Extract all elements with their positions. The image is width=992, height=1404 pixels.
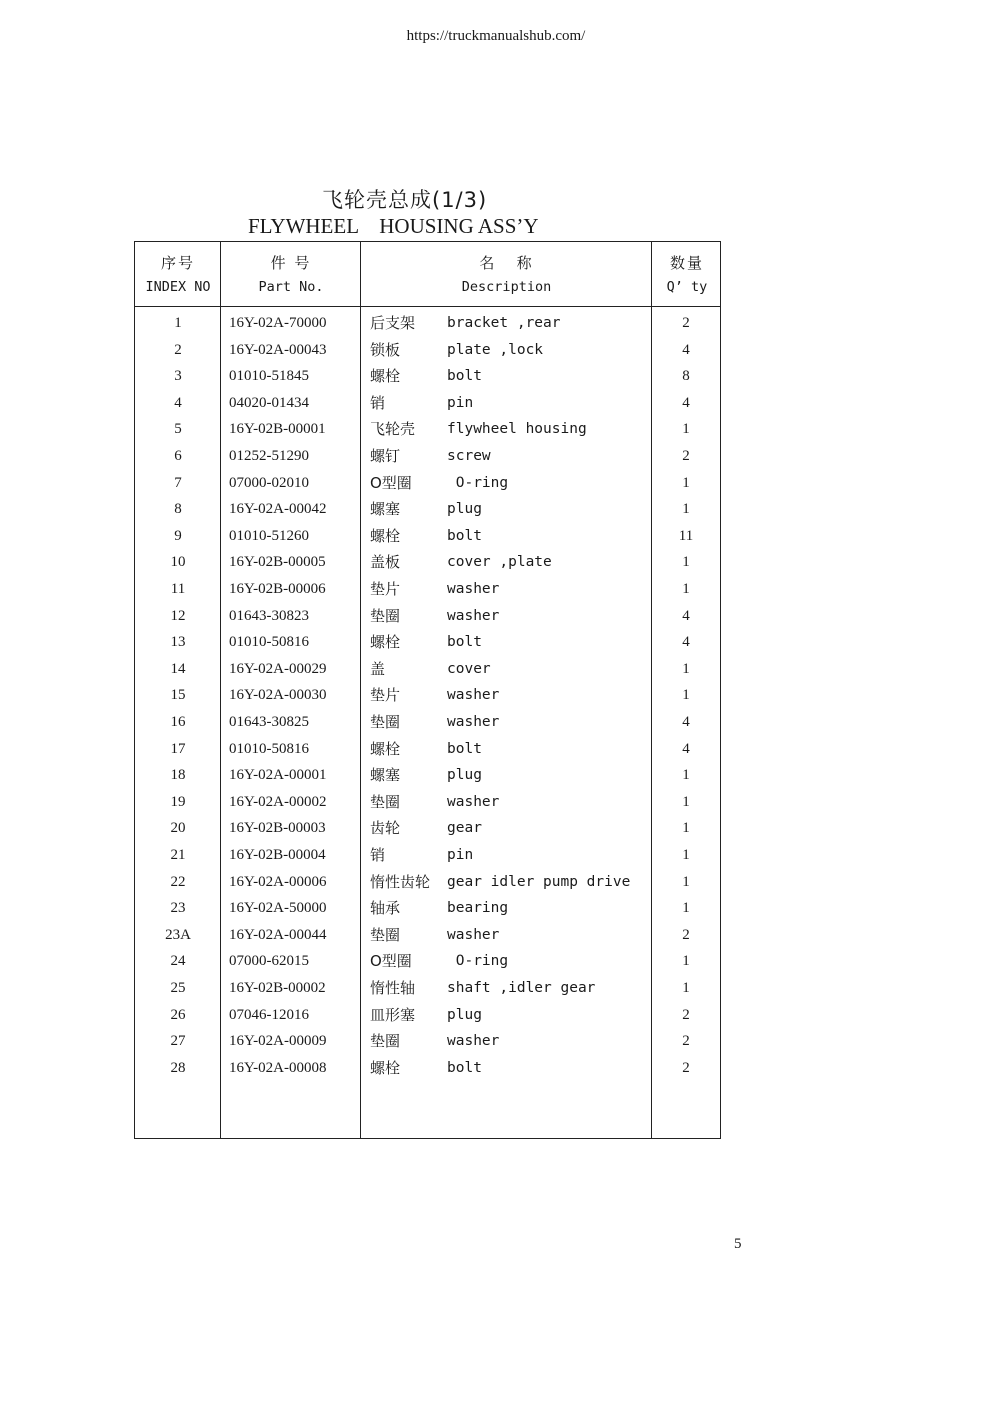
part-number-cell: 16Y-02B-00002 xyxy=(229,980,326,996)
description-cell: washer xyxy=(447,1033,500,1050)
description-cell: bolt xyxy=(447,634,482,651)
title-chinese: 飞轮壳总成(1/3) xyxy=(322,188,488,212)
part-number-cell: 16Y-02A-00009 xyxy=(229,1033,327,1050)
header-name-en: Description xyxy=(461,279,552,295)
description-cell: bolt xyxy=(447,527,482,544)
description-cell: bolt xyxy=(447,368,482,385)
index-cell: 19 xyxy=(170,793,186,810)
table-row xyxy=(135,1028,720,1055)
chinese-name-cell: 锁板 xyxy=(370,340,401,359)
part-number-cell: 16Y-02A-00042 xyxy=(229,501,327,518)
description-cell: gear xyxy=(447,820,482,837)
table-row xyxy=(135,709,720,736)
chinese-name-cell: 螺钉 xyxy=(370,447,401,465)
chinese-name-cell: 惰性齿轮 xyxy=(370,872,431,891)
chinese-name-cell: 皿形塞 xyxy=(370,1005,416,1024)
table-row xyxy=(135,656,720,683)
description-cell: washer xyxy=(447,581,500,597)
description-cell: plate ,lock xyxy=(447,341,544,358)
table-row xyxy=(135,789,720,816)
header-qty-cn: 数量 xyxy=(669,254,704,272)
index-cell: 28 xyxy=(170,1059,186,1076)
table-row xyxy=(135,416,720,443)
quantity-cell: 11 xyxy=(678,527,694,544)
chinese-name-cell: 轴承 xyxy=(370,899,401,918)
description-cell: gear idler pump drive xyxy=(447,873,631,890)
index-cell: 15 xyxy=(170,687,186,704)
index-cell: 20 xyxy=(170,820,186,837)
quantity-cell: 4 xyxy=(682,607,690,624)
chinese-name-cell: 垫片 xyxy=(370,580,401,598)
chinese-name-cell: 垫圈 xyxy=(370,925,401,944)
chinese-name-cell: 垫圈 xyxy=(370,1032,401,1051)
quantity-cell: 2 xyxy=(682,1033,690,1050)
part-number-cell: 16Y-02A-50000 xyxy=(229,900,327,917)
table-row xyxy=(135,1055,720,1082)
quantity-cell: 1 xyxy=(682,980,690,996)
part-number-cell: 16Y-02A-00044 xyxy=(229,926,327,943)
quantity-cell: 2 xyxy=(682,1006,690,1023)
header-qty xyxy=(652,251,722,299)
part-number-cell: 01010-50816 xyxy=(229,740,309,757)
table-row xyxy=(135,682,720,709)
quantity-cell: 8 xyxy=(682,368,690,385)
index-cell: 23A xyxy=(165,926,191,943)
part-number-cell: 07000-62015 xyxy=(229,953,309,970)
quantity-cell: 1 xyxy=(682,900,690,917)
quantity-cell: 4 xyxy=(682,394,690,411)
index-cell: 6 xyxy=(174,448,182,464)
table-row xyxy=(135,337,720,364)
quantity-cell: 1 xyxy=(682,793,690,810)
quantity-cell: 1 xyxy=(682,847,690,863)
part-number-cell: 01010-51845 xyxy=(229,368,309,385)
quantity-cell: 1 xyxy=(682,873,690,890)
description-cell: O-ring xyxy=(447,474,509,491)
table-row xyxy=(135,629,720,656)
part-number-cell: 16Y-02A-00002 xyxy=(229,793,327,810)
chinese-name-cell: 垫片 xyxy=(370,686,401,705)
quantity-cell: 1 xyxy=(682,953,690,970)
index-cell: 26 xyxy=(170,1006,186,1023)
title-english: FLYWHEEL HOUSING ASS’Y xyxy=(248,214,539,238)
quantity-cell: 2 xyxy=(682,926,690,943)
part-number-cell: 04020-01434 xyxy=(229,394,309,411)
description-cell: bolt xyxy=(447,740,482,757)
description-cell: shaft ,idler gear xyxy=(447,980,596,996)
chinese-name-cell: 螺栓 xyxy=(370,633,401,652)
chinese-name-cell: 后支架 xyxy=(370,314,416,332)
chinese-name-cell: 盖板 xyxy=(370,553,401,572)
description-cell: cover xyxy=(447,660,491,677)
table-row xyxy=(135,443,720,470)
index-cell: 3 xyxy=(174,368,182,385)
chinese-name-cell: O型圈 xyxy=(370,473,412,492)
index-cell: 5 xyxy=(174,421,182,438)
index-cell: 18 xyxy=(170,767,186,784)
part-number-cell: 16Y-02A-00008 xyxy=(229,1059,327,1076)
chinese-name-cell: 螺栓 xyxy=(370,1058,401,1077)
description-cell: pin xyxy=(447,394,474,411)
index-cell: 27 xyxy=(170,1033,186,1050)
index-cell: 16 xyxy=(170,714,186,730)
part-number-cell: 01010-50816 xyxy=(229,634,309,651)
chinese-name-cell: O型圈 xyxy=(370,952,412,971)
table-row xyxy=(135,549,720,576)
description-cell: bearing xyxy=(447,900,509,917)
description-cell: plug xyxy=(447,501,482,518)
part-number-cell: 16Y-02A-00029 xyxy=(229,660,327,677)
table-row xyxy=(135,975,720,1002)
quantity-cell: 1 xyxy=(682,421,690,438)
description-cell: pin xyxy=(447,847,474,863)
quantity-cell: 4 xyxy=(682,740,690,757)
header-description xyxy=(361,251,652,299)
part-number-cell: 01643-30823 xyxy=(229,607,309,624)
table-row xyxy=(135,922,720,949)
index-cell: 8 xyxy=(174,501,182,518)
index-cell: 7 xyxy=(174,474,182,491)
table-row xyxy=(135,523,720,550)
quantity-cell: 4 xyxy=(682,714,690,730)
index-cell: 12 xyxy=(170,607,186,624)
part-number-cell: 16Y-02A-70000 xyxy=(229,315,327,331)
description-cell: plug xyxy=(447,767,482,784)
chinese-name-cell: 销 xyxy=(370,393,386,412)
chinese-name-cell: 螺塞 xyxy=(370,766,401,785)
quantity-cell: 4 xyxy=(682,634,690,651)
quantity-cell: 1 xyxy=(682,554,690,571)
description-cell: washer xyxy=(447,793,500,810)
description-cell: cover ,plate xyxy=(447,554,552,571)
description-cell: bolt xyxy=(447,1059,482,1076)
chinese-name-cell: 垫圈 xyxy=(370,713,401,731)
page-number: 5 xyxy=(734,1236,742,1252)
chinese-name-cell: 螺塞 xyxy=(370,500,401,519)
part-number-cell: 16Y-02B-00006 xyxy=(229,581,326,597)
index-cell: 22 xyxy=(170,873,186,890)
chinese-name-cell: 螺栓 xyxy=(370,739,401,758)
parts-table xyxy=(134,241,721,1139)
quantity-cell: 1 xyxy=(682,767,690,784)
table-row xyxy=(135,470,720,497)
header-part-cn: 件 号 xyxy=(270,254,312,272)
table-row xyxy=(135,310,720,337)
chinese-name-cell: 螺栓 xyxy=(370,526,401,545)
table-row xyxy=(135,815,720,842)
index-cell: 13 xyxy=(170,634,186,651)
chinese-name-cell: 垫圈 xyxy=(370,792,401,811)
index-cell: 14 xyxy=(170,660,186,677)
part-number-cell: 16Y-02B-00003 xyxy=(229,820,326,837)
header-index-cn: 序号 xyxy=(160,254,195,272)
table-row xyxy=(135,736,720,763)
description-cell: flywheel housing xyxy=(447,421,587,438)
description-cell: washer xyxy=(447,607,500,624)
quantity-cell: 1 xyxy=(682,581,690,597)
index-cell: 25 xyxy=(170,980,186,996)
index-cell: 21 xyxy=(170,847,186,863)
part-number-cell: 01643-30825 xyxy=(229,714,309,730)
quantity-cell: 1 xyxy=(682,474,690,491)
index-cell: 4 xyxy=(174,394,182,411)
header-index xyxy=(135,251,221,299)
part-number-cell: 16Y-02A-00006 xyxy=(229,873,327,890)
index-cell: 11 xyxy=(170,581,186,597)
index-cell: 24 xyxy=(170,953,186,970)
part-number-cell: 16Y-02A-00043 xyxy=(229,341,327,358)
table-row xyxy=(135,895,720,922)
quantity-cell: 1 xyxy=(682,660,690,677)
table-row xyxy=(135,603,720,630)
description-cell: washer xyxy=(447,926,500,943)
description-cell: washer xyxy=(447,687,500,704)
chinese-name-cell: 销 xyxy=(370,846,386,864)
part-number-cell: 01010-51260 xyxy=(229,527,309,544)
table-row xyxy=(135,363,720,390)
header-qty-en: Q’ ty xyxy=(666,279,708,295)
index-cell: 10 xyxy=(170,554,186,571)
description-cell: bracket ,rear xyxy=(447,315,561,331)
part-number-cell: 07000-02010 xyxy=(229,474,309,491)
index-cell: 23 xyxy=(170,900,186,917)
source-url[interactable]: https://truckmanualshub.com/ xyxy=(406,28,586,44)
quantity-cell: 4 xyxy=(682,341,690,358)
part-number-cell: 16Y-02B-00004 xyxy=(229,847,326,863)
chinese-name-cell: 垫圈 xyxy=(370,606,401,625)
chinese-name-cell: 惰性轴 xyxy=(370,979,416,997)
table-row xyxy=(135,576,720,603)
description-cell: screw xyxy=(447,448,491,464)
header-index-en: INDEX NO xyxy=(145,279,211,295)
quantity-cell: 1 xyxy=(682,820,690,837)
part-number-cell: 16Y-02B-00001 xyxy=(229,421,326,438)
table-row xyxy=(135,948,720,975)
table-row xyxy=(135,390,720,417)
description-cell: washer xyxy=(447,714,500,730)
table-row xyxy=(135,496,720,523)
table-row xyxy=(135,842,720,869)
index-cell: 17 xyxy=(170,740,186,757)
quantity-cell: 1 xyxy=(682,501,690,518)
table-row xyxy=(135,762,720,789)
table-row xyxy=(135,869,720,896)
description-cell: plug xyxy=(447,1006,482,1023)
index-cell: 1 xyxy=(174,315,182,331)
header-part-en: Part No. xyxy=(258,279,324,295)
table-row xyxy=(135,1002,720,1029)
chinese-name-cell: 齿轮 xyxy=(370,819,401,838)
part-number-cell: 16Y-02A-00030 xyxy=(229,687,327,704)
index-cell: 2 xyxy=(174,341,182,358)
quantity-cell: 2 xyxy=(682,448,690,464)
quantity-cell: 1 xyxy=(682,687,690,704)
part-number-cell: 16Y-02B-00005 xyxy=(229,554,326,571)
header-part xyxy=(221,251,361,299)
chinese-name-cell: 盖 xyxy=(370,659,386,678)
part-number-cell: 01252-51290 xyxy=(229,448,309,464)
part-number-cell: 07046-12016 xyxy=(229,1006,309,1023)
part-number-cell: 16Y-02A-00001 xyxy=(229,767,327,784)
chinese-name-cell: 飞轮壳 xyxy=(370,420,416,439)
quantity-cell: 2 xyxy=(682,1059,690,1076)
chinese-name-cell: 螺栓 xyxy=(370,367,401,386)
header-name-cn: 名 称 xyxy=(479,254,534,272)
quantity-cell: 2 xyxy=(682,315,690,331)
description-cell: O-ring xyxy=(447,953,509,970)
index-cell: 9 xyxy=(174,527,182,544)
header-divider xyxy=(135,306,720,307)
